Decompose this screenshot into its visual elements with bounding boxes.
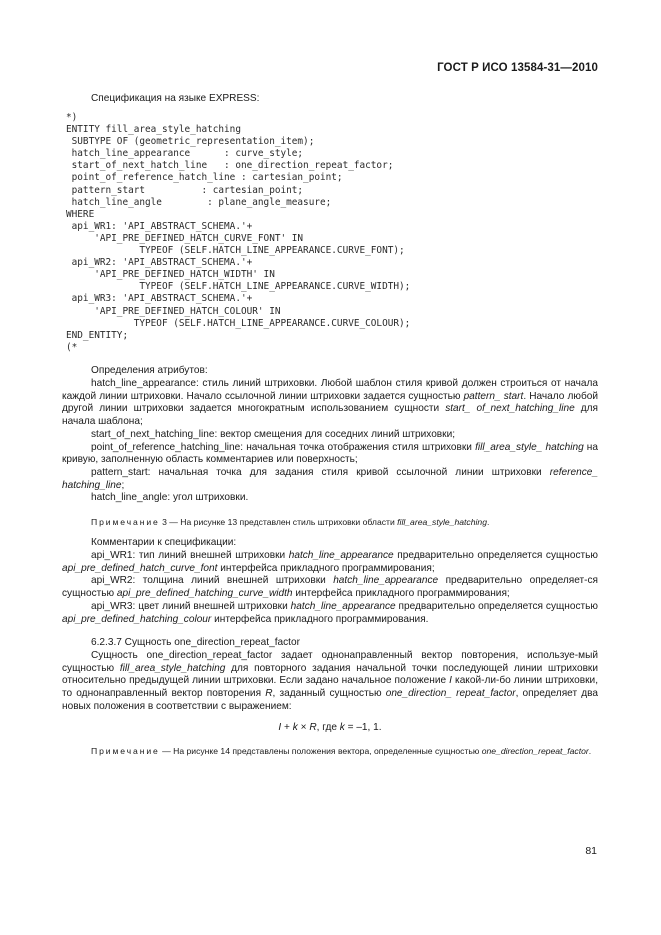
attr-hatch-line-appearance: hatch_line_appearance: стиль линий штриховки. Любой шаблон стиля кривой должен строиться от начала каждой линии штриховки. Начало ссылочной линии штриховки задается сущностью pattern_ start. Начало любой другой линии штриховки задается многократным использованием сущности start_ of_next_hatching_line для начала шаблона; bbox=[62, 378, 598, 428]
express-code-block: *) ENTITY fill_area_style_hatching SUBTYPE OF (geometric_representation_item); hatch_line_appearance : curve_style; start_of_next_hatch_line : one_direction_repeat_factor; point_of_reference_hatch_line : cartesian_point; pattern_start : cartesian_point; hatch_line_angle : plane_angle_measure; WHERE api_WR1: 'API_ABSTRACT_SCHEMA.'+ 'API_PRE_DEFINED_HATCH_CURVE_FONT' IN TYPEOF (SELF.HATCH_LINE_APPEARANCE.CURVE_FONT); api_WR2: 'API_ABSTRACT_SCHEMA.'+ 'API_PRE_DEFINED_HATCH_WIDTH' IN TYPEOF (SELF.HATCH_LINE_APPEARANCE.CURVE_WIDTH); api_WR3: 'API_ABSTRACT_SCHEMA.'+ 'API_PRE_DEFINED_HATCH_COLOUR' IN TYPEOF (SELF.HATCH_LINE_APPEARANCE.CURVE_COLOUR); END_ENTITY; (* bbox=[66, 112, 411, 353]
section-paragraph: Сущность one_direction_repeat_factor задает однонаправленный вектор повторения, используе-мый сущностью fill_area_style_hatching для повторного задания начальной точки последующей линии штриховки относительно предыдущей линии штриховки. Если задано начальное положение I какой-ли-бо линии штриховки, то однонаправленный вектор повторения R, заданный сущностью one_direction_ repeat_factor, определяет два новых положения в соответствии с выражением: bbox=[62, 650, 598, 712]
express-spec-title: Спецификация на языке EXPRESS: bbox=[91, 93, 260, 104]
comment-wr2: api_WR2: толщина линий внешней штриховки hatch_line_appearance предварительно определяет-ся сущностью api_pre_defined_hatching_curve_width интерфейса прикладного программирования; bbox=[62, 575, 598, 600]
note-last: Примечание — На рисунке 14 представлены положения вектора, определенные сущностью one_direction_repeat_factor. bbox=[91, 746, 592, 756]
attr-pattern-start: pattern_start: начальная точка для задания стиля кривой ссылочной линии штриховки reference_ hatching_line; bbox=[62, 466, 598, 491]
comment-wr3: api_WR3: цвет линий внешней штриховки hatch_line_appearance предварительно определяется сущностью api_pre_defined_hatching_colour интерфейса прикладного программирования. bbox=[62, 600, 598, 625]
comments-list bbox=[62, 550, 598, 626]
comments-title: Комментарии к спецификации: bbox=[91, 537, 237, 548]
note-label: Примечание bbox=[91, 517, 160, 527]
formula: I + k × R, где k = –1, 1. bbox=[278, 722, 382, 733]
note-3: Примечание 3 — На рисунке 13 представлен стиль штриховки области fill_area_style_hatching. bbox=[91, 517, 490, 527]
note-label: Примечание bbox=[91, 746, 160, 756]
attributes-title: Определения атрибутов: bbox=[91, 365, 208, 376]
document-header: ГОСТ Р ИСО 13584-31—2010 bbox=[437, 62, 598, 74]
attr-hatch-line-angle: hatch_line_angle: угол штриховки. bbox=[91, 492, 249, 504]
attr-start-of-next-hatching-line: start_of_next_hatching_line: вектор смещения для соседних линий штриховки; bbox=[91, 428, 456, 440]
section-heading: 6.2.3.7 Сущность one_direction_repeat_factor bbox=[91, 637, 300, 648]
comment-wr1: api_WR1: тип линий внешней штриховки hatch_line_appearance предварительно определяется сущностью api_pre_defined_hatch_curve_font интерфейса прикладного программирования; bbox=[62, 550, 598, 574]
attr-point-of-reference: point_of_reference_hatching_line: начальная точка отображения стиля штриховки fill_area_style_ hatching на кривую, заполненную область комментариев или поверхность; bbox=[62, 441, 599, 466]
attributes-definitions bbox=[62, 378, 598, 505]
page-number: 81 bbox=[585, 845, 597, 857]
